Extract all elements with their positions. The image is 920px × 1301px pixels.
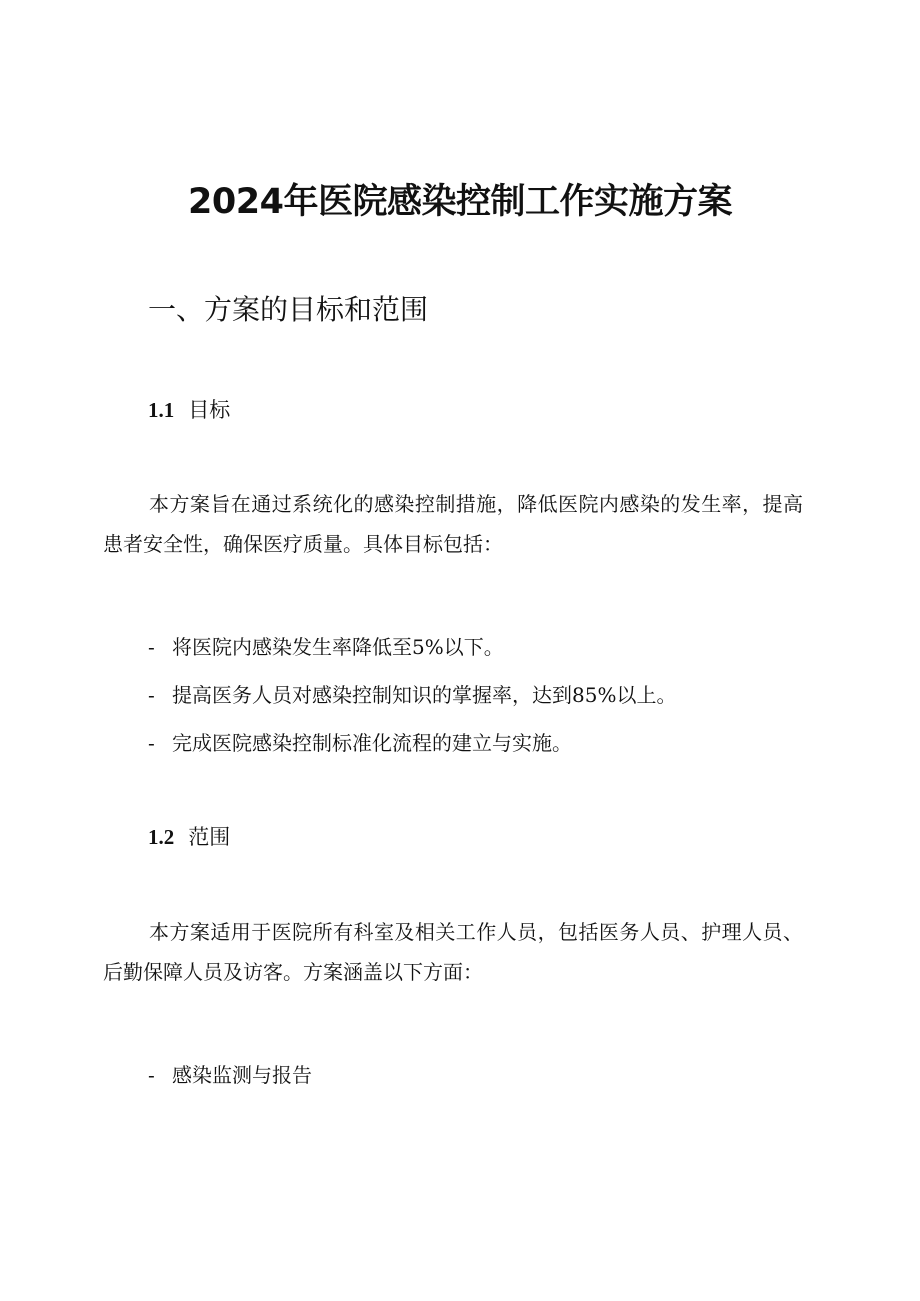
- goals-paragraph: 本方案旨在通过系统化的感染控制措施，降低医院内感染的发生率，提高患者安全性，确保医疗质量。具体目标包括：: [103, 492, 803, 556]
- list-item: [148, 632, 504, 662]
- list-item-text: 提高医务人员对感染控制知识的掌握率，达到85%以上。: [172, 683, 677, 707]
- list-item: [148, 1060, 312, 1090]
- subsection-number: 1.1: [148, 398, 175, 422]
- list-item-text: 将医院内感染发生率降低至5%以下。: [172, 635, 504, 659]
- list-item: [148, 728, 572, 758]
- subsection-title: 范围: [188, 825, 231, 849]
- bullet-marker: -: [148, 731, 155, 755]
- list-item-text: 完成医院感染控制标准化流程的建立与实施。: [172, 731, 572, 755]
- section-heading: 一、方案的目标和范围: [148, 293, 429, 326]
- bullet-marker: -: [148, 1063, 155, 1087]
- subsection-heading-goals: [148, 395, 230, 425]
- subsection-number: 1.2: [148, 825, 175, 849]
- list-item: [148, 680, 676, 710]
- list-item-text: 感染监测与报告: [172, 1063, 312, 1087]
- subsection-title: 目标: [188, 398, 231, 422]
- subsection-heading-scope: [148, 822, 230, 852]
- bullet-marker: -: [148, 635, 155, 659]
- bullet-marker: -: [148, 683, 155, 707]
- scope-paragraph: 本方案适用于医院所有科室及相关工作人员，包括医务人员、护理人员、后勤保障人员及访客。方案涵盖以下方面：: [103, 920, 803, 984]
- document-title: 2024年医院感染控制工作实施方案: [188, 182, 732, 222]
